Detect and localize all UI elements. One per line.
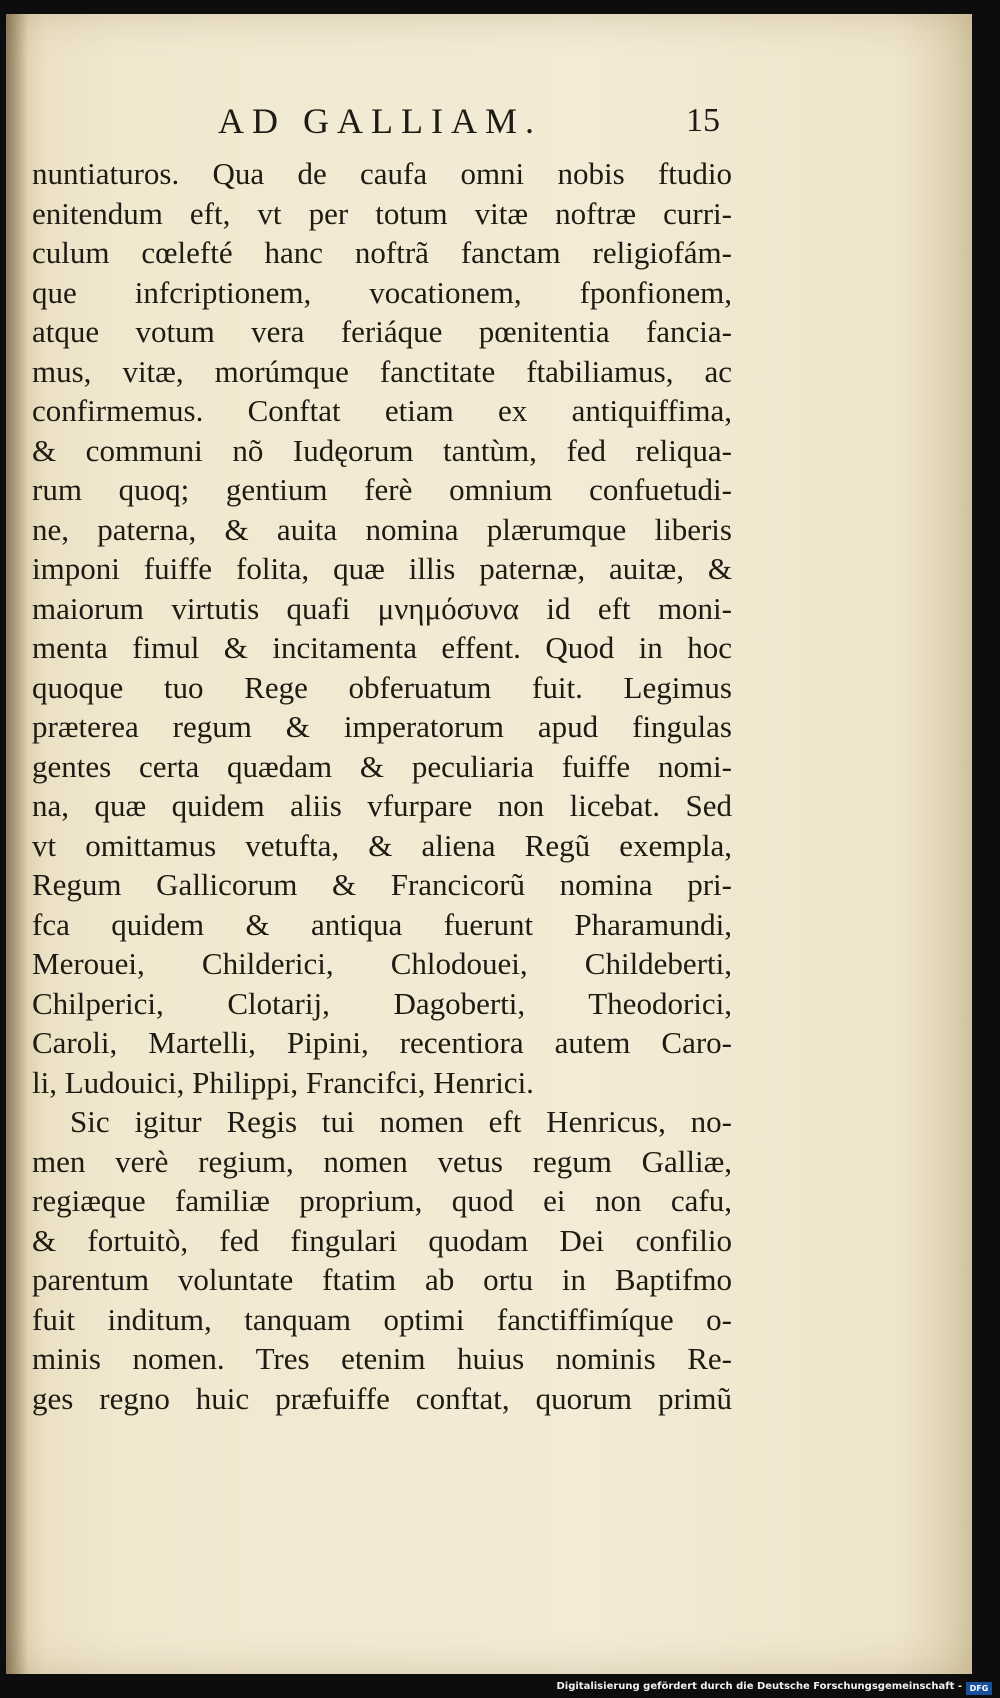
text-line: na, quæ quidem aliis vfurpare non licebat. Sed	[32, 788, 732, 823]
text-line: Merouei, Childerici, Chlodouei, Childeberti,	[32, 946, 732, 981]
text-line: fca quidem & antiqua fuerunt Pharamundi,	[32, 906, 732, 942]
text-line: culum cœlefté hanc noftrã fanctam religiofám-	[32, 235, 732, 270]
dfg-logo: DFG	[966, 1682, 992, 1695]
text-line: menta fimul & incitamenta effent. Quod in hoc	[32, 630, 732, 665]
text-line: Chilperici, Clotarij, Dagoberti, Theodorici,	[32, 985, 732, 1021]
text-line: men verè regium, nomen vetus regum Galliæ,	[32, 1143, 732, 1179]
text-line: maiorum virtutis quafi μνημόσυνα id eft moni-	[32, 590, 732, 626]
book-page	[6, 14, 972, 1674]
text-line: que infcriptionem, vocationem, fponfionem,	[32, 274, 732, 310]
text-line: mus, vitæ, morúmque fanctitate ftabiliamus, ac	[32, 353, 732, 389]
text-line: & communi nõ Iudęorum tantùm, fed reliqua-	[32, 432, 732, 468]
running-head: AD GALLIAM.	[218, 101, 542, 141]
text-line-paragraph-start: Sic igitur Regis tui nomen eft Henricus, no-	[70, 1104, 732, 1139]
text-line: ne, paterna, & auita nomina plærumque liberis	[32, 511, 732, 547]
text-line: vt omittamus vetufta, & aliena Regũ exempla,	[32, 827, 732, 863]
text-line: ges regno huic præfuiffe conftat, quorum primũ	[32, 1380, 732, 1416]
text-line: confirmemus. Conftat etiam ex antiquiffima,	[32, 393, 732, 428]
text-line: atque votum vera feriáque pœnitentia fancia-	[32, 314, 732, 349]
text-line: enitendum eft, vt per totum vitæ noftræ curri-	[32, 195, 732, 231]
text-line: li, Ludouici, Philippi, Francifci, Henrici.	[32, 1064, 534, 1100]
digitization-credit: Digitalisierung gefördert durch die Deutsche Forschungsgemeinschaft -	[556, 1681, 962, 1692]
text-line: imponi fuiffe folita, quæ illis paternæ, auitæ, &	[32, 551, 732, 586]
text-line: minis nomen. Tres etenim huius nominis Re-	[32, 1341, 732, 1376]
text-line: gentes certa quædam & peculiaria fuiffe nomi-	[32, 748, 732, 784]
page-number: 15	[686, 102, 720, 139]
text-line: rum quoq; gentium ferè omnium confuetudi-	[32, 472, 732, 507]
text-line: quoque tuo Rege obferuatum fuit. Legimus	[32, 669, 732, 705]
text-line: fuit inditum, tanquam optimi fanctiffimíque o-	[32, 1301, 732, 1337]
text-line: præterea regum & imperatorum apud fingulas	[32, 709, 732, 744]
text-line: nuntiaturos. Qua de caufa omni nobis ftudio	[32, 156, 732, 191]
text-line: Caroli, Martelli, Pipini, recentiora autem Caro-	[32, 1025, 732, 1060]
text-line: & fortuitò, fed fingulari quodam Dei confilio	[32, 1222, 732, 1258]
text-line: regiæque familiæ proprium, quod ei non cafu,	[32, 1183, 732, 1218]
body-text	[32, 154, 732, 1418]
text-line: parentum voluntate ftatim ab ortu in Baptifmo	[32, 1262, 732, 1297]
spine-shadow	[6, 14, 28, 1674]
text-line: Regum Gallicorum & Francicorũ nomina pri-	[32, 867, 732, 902]
